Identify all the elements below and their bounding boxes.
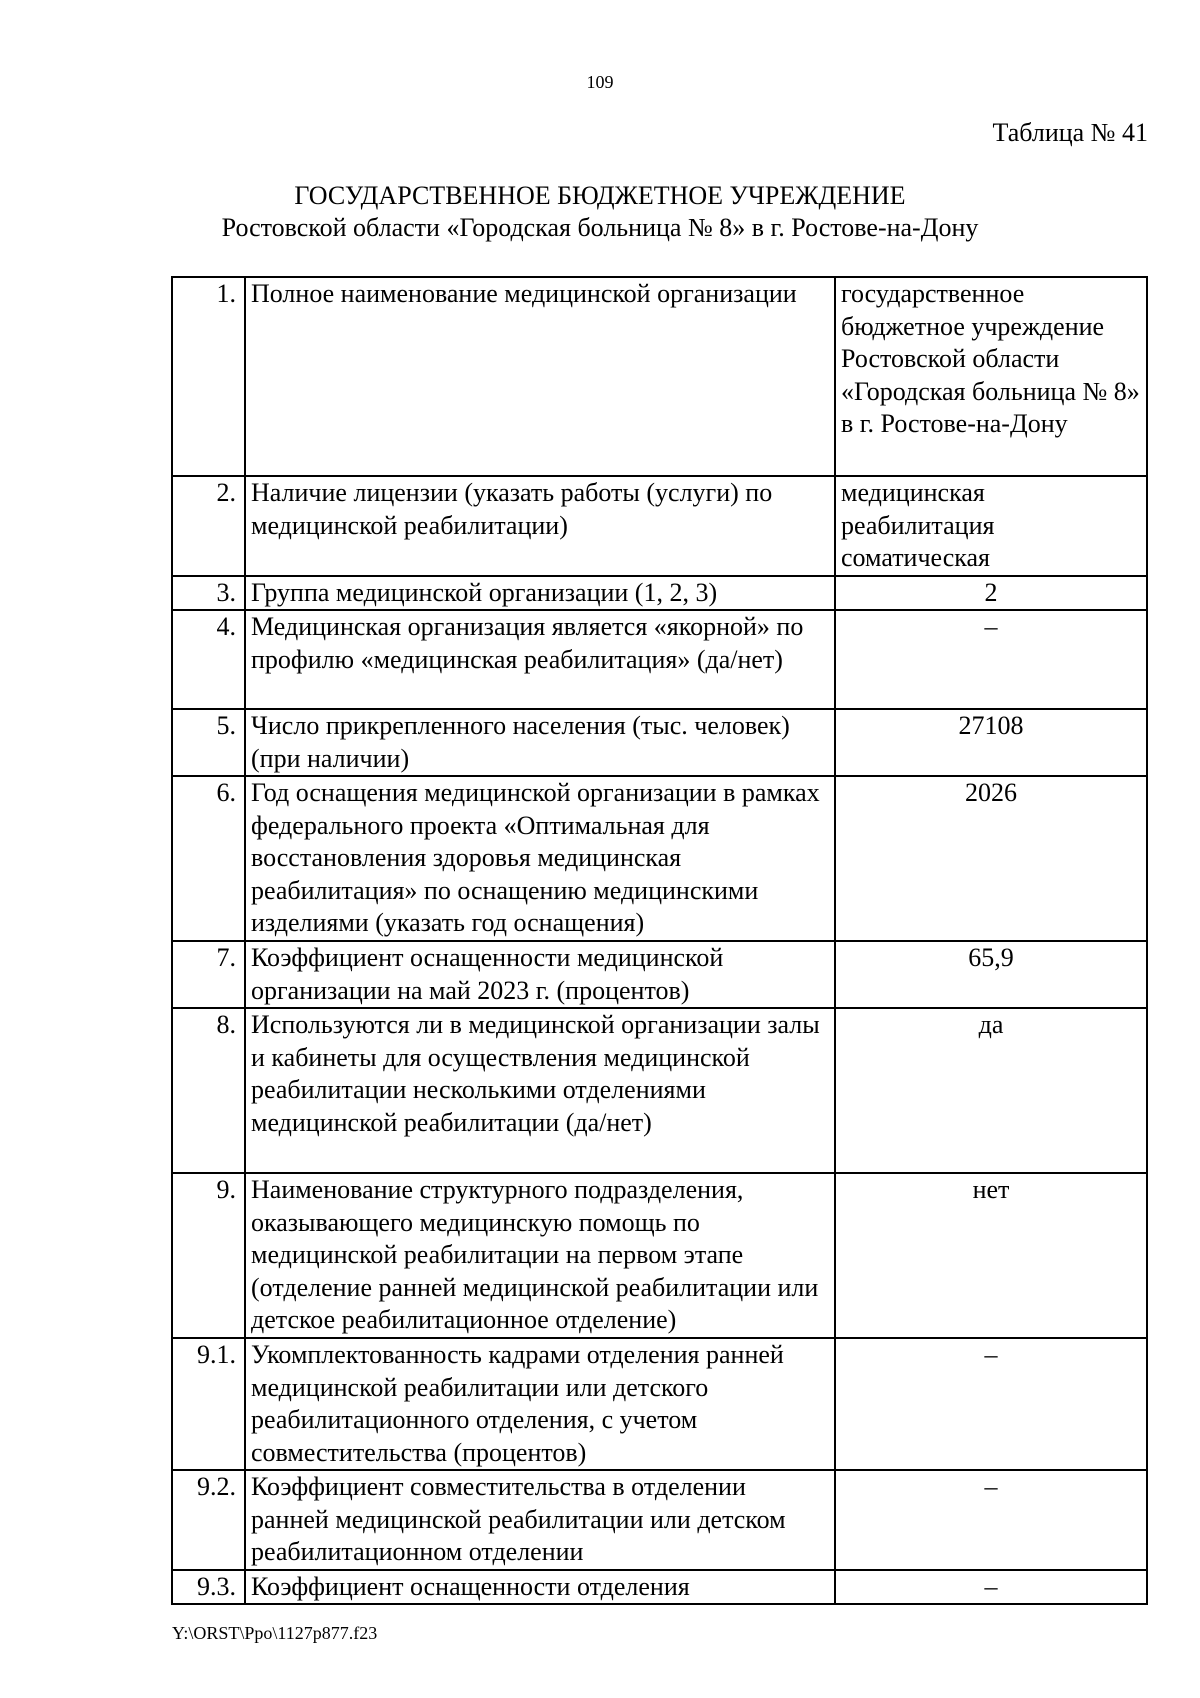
row-label: Наименование структурного подразделения, оказывающего медицинскую помощь по медицинской реабилитации на первом этапе (отделение ранней медицинской реабилитации или детское реабилитационное отделение): [245, 1173, 835, 1338]
row-number: 5.: [172, 709, 245, 776]
row-label: Коэффициент совместительства в отделении ранней медицинской реабилитации или детском реабилитационном отделении: [245, 1470, 835, 1570]
row-value: –: [835, 1338, 1147, 1470]
row-label: Полное наименование медицинской организации: [245, 277, 835, 476]
row-value: 65,9: [835, 941, 1147, 1008]
table-row: [172, 941, 1147, 1008]
row-label: Коэффициент оснащенности отделения: [245, 1570, 835, 1605]
row-number: 3.: [172, 576, 245, 611]
page-number: 109: [586, 72, 614, 92]
table-row: [172, 776, 1147, 941]
table-row: [172, 1008, 1147, 1173]
row-number: 9.1.: [172, 1338, 245, 1470]
row-value: 2026: [835, 776, 1147, 941]
table-row: [172, 1470, 1147, 1570]
row-value: –: [835, 1570, 1147, 1605]
table-row: [172, 277, 1147, 476]
row-value: нет: [835, 1173, 1147, 1338]
table-row: [172, 610, 1147, 709]
document-title: [0, 180, 1200, 244]
table-row: [172, 576, 1147, 611]
table-label: Таблица № 41: [992, 118, 1148, 147]
row-value: медицинская реабилитация соматическая: [835, 476, 1147, 576]
row-label: Укомплектованность кадрами отделения ранней медицинской реабилитации или детского реабилитационного отделения, с учетом совместительства (процентов): [245, 1338, 835, 1470]
row-number: 9.3.: [172, 1570, 245, 1605]
row-label: Медицинская организация является «якорной» по профилю «медицинская реабилитация» (да/нет): [245, 610, 835, 709]
row-number: 1.: [172, 277, 245, 476]
row-number: 8.: [172, 1008, 245, 1173]
row-number: 7.: [172, 941, 245, 1008]
row-label: Группа медицинской организации (1, 2, 3): [245, 576, 835, 611]
row-value: государственное бюджетное учреждение Ростовской области «Городская больница № 8» в г. Ростове-на-Дону: [835, 277, 1147, 476]
row-number: 9.2.: [172, 1470, 245, 1570]
title-line-1: ГОСУДАРСТВЕННОЕ БЮДЖЕТНОЕ УЧРЕЖДЕНИЕ: [294, 181, 906, 210]
row-number: 2.: [172, 476, 245, 576]
row-value: –: [835, 1470, 1147, 1570]
row-value: да: [835, 1008, 1147, 1173]
row-number: 4.: [172, 610, 245, 709]
row-label: Используются ли в медицинской организации залы и кабинеты для осуществления медицинской реабилитации несколькими отделениями медицинской реабилитации (да/нет): [245, 1008, 835, 1173]
row-label: Наличие лицензии (указать работы (услуги) по медицинской реабилитации): [245, 476, 835, 576]
row-label: Коэффициент оснащенности медицинской организации на май 2023 г. (процентов): [245, 941, 835, 1008]
row-value: 2: [835, 576, 1147, 611]
table-row: [172, 709, 1147, 776]
row-value: –: [835, 610, 1147, 709]
table-row: [172, 476, 1147, 576]
title-line-2: Ростовской области «Городская больница № 8» в г. Ростове-на-Дону: [221, 213, 979, 242]
table-row: [172, 1173, 1147, 1338]
info-table: [171, 276, 1148, 1605]
row-number: 6.: [172, 776, 245, 941]
file-path-footer: Y:\ORST\Ppo\1127p877.f23: [172, 1623, 378, 1643]
row-value: 27108: [835, 709, 1147, 776]
row-label: Число прикрепленного населения (тыс. человек) (при наличии): [245, 709, 835, 776]
table-row: [172, 1570, 1147, 1605]
table-row: [172, 1338, 1147, 1470]
row-label: Год оснащения медицинской организации в рамках федерального проекта «Оптимальная для восстановления здоровья медицинская реабилитация» по оснащению медицинскими изделиями (указать год оснащения): [245, 776, 835, 941]
row-number: 9.: [172, 1173, 245, 1338]
